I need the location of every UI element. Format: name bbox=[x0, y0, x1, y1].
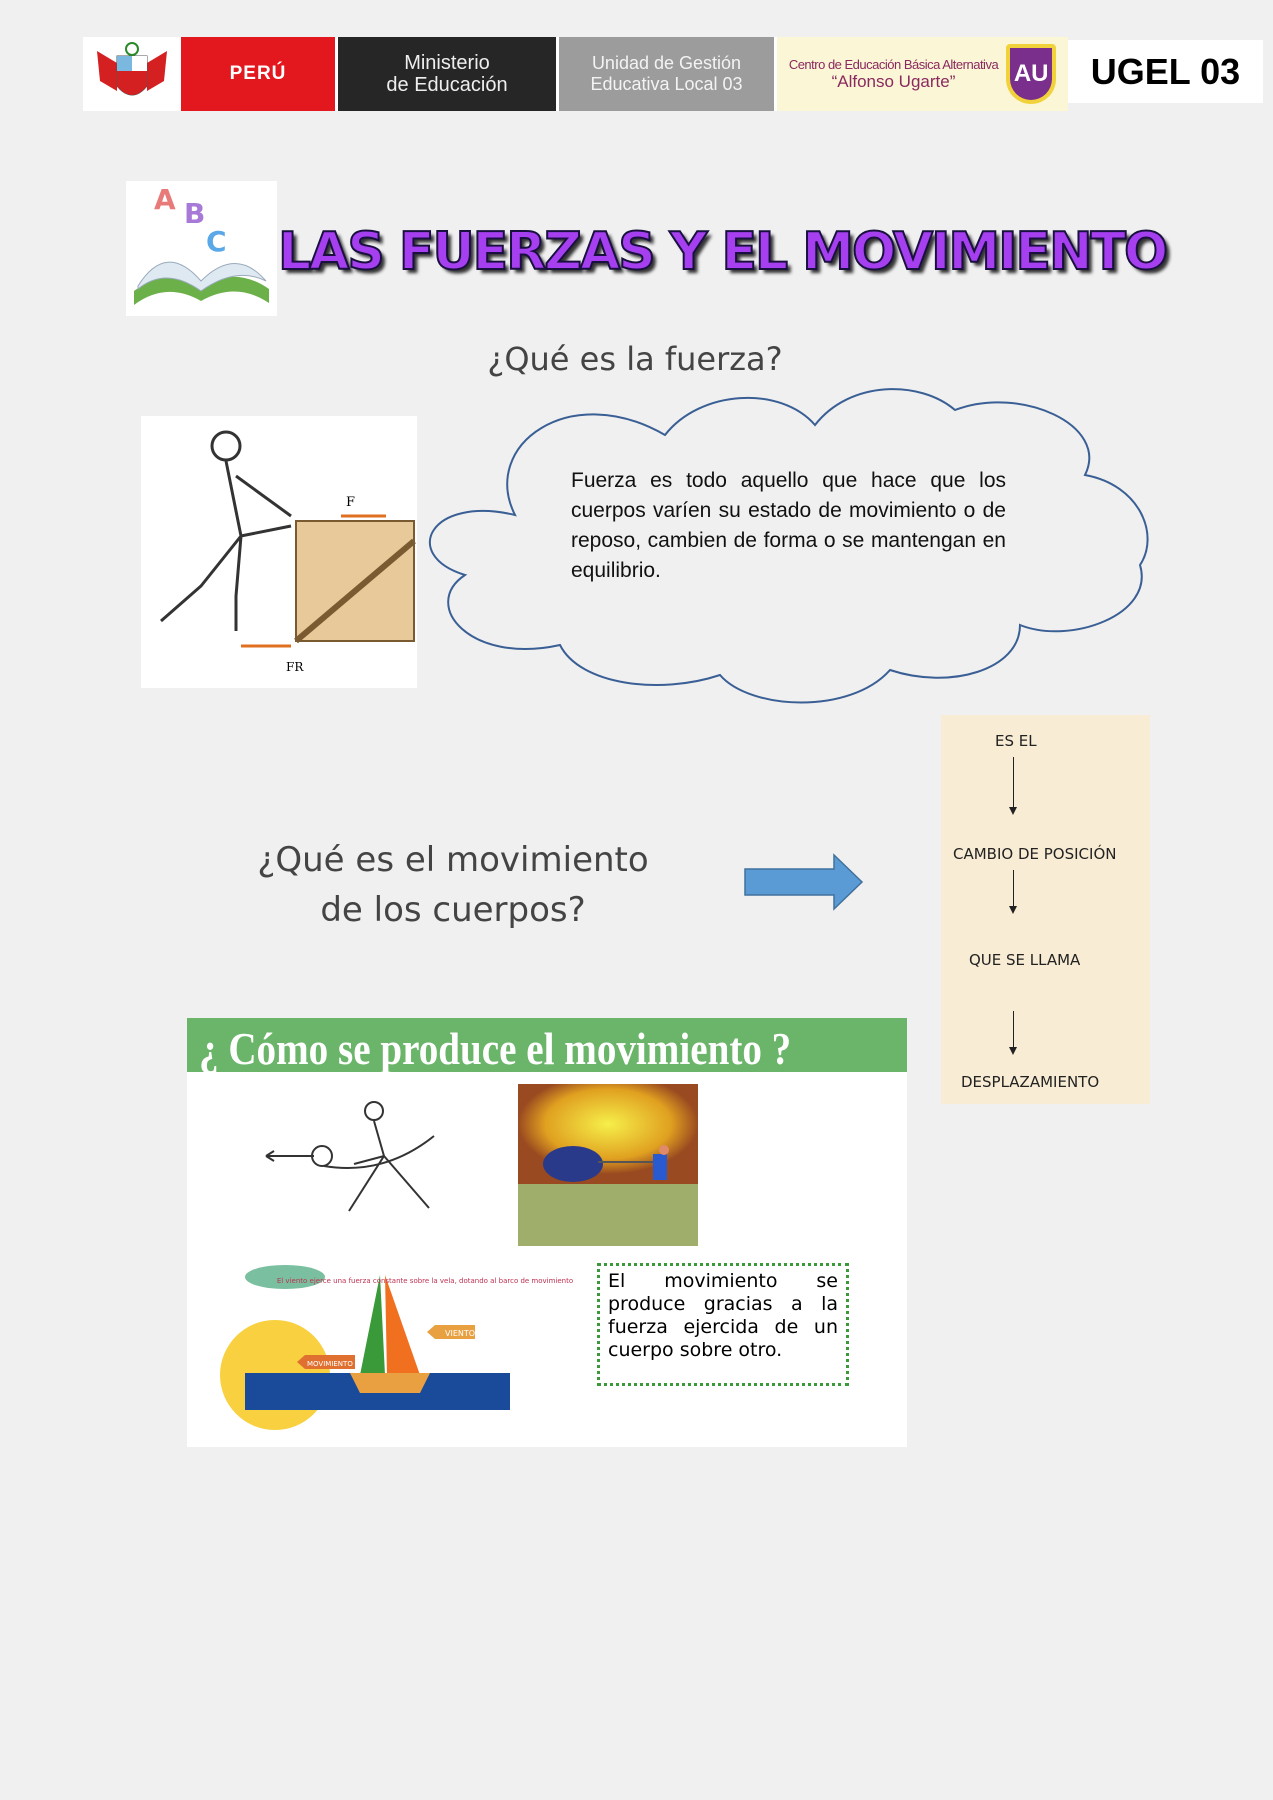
motion-concept-map bbox=[941, 715, 1150, 1104]
down-arrow-icon bbox=[1013, 870, 1014, 912]
right-arrow-icon bbox=[744, 853, 864, 911]
section-heading: ¿ Cómo se produce el movimiento ? bbox=[199, 1023, 792, 1074]
wind-label: VIENTO bbox=[445, 1329, 476, 1338]
question-motion-line2: de los cuerpos? bbox=[320, 890, 586, 930]
svg-text:C: C bbox=[206, 225, 227, 258]
flow-step: DESPLAZAMIENTO bbox=[961, 1073, 1100, 1091]
ceba-line2: “Alfonso Ugarte” bbox=[831, 71, 956, 91]
ugel-code: UGEL 03 bbox=[1068, 40, 1263, 103]
peru-coat-of-arms-logo bbox=[83, 37, 181, 111]
peru-label: PERÚ bbox=[181, 37, 335, 111]
flow-step: QUE SE LLAMA bbox=[969, 951, 1081, 969]
motion-label: MOVIMIENTO bbox=[307, 1360, 353, 1368]
ugel-line2: Educativa Local 03 bbox=[590, 74, 743, 94]
down-arrow-icon bbox=[1013, 1011, 1014, 1053]
school-shield-logo: AU bbox=[1006, 44, 1056, 104]
man-pulling-donkey-image bbox=[518, 1084, 698, 1246]
sailboat-caption: El viento ejerce una fuerza constante sobre la vela, dotando al barco de movimiento bbox=[276, 1277, 574, 1285]
section-heading-bar bbox=[187, 1018, 907, 1072]
flow-step: CAMBIO DE POSICIÓN bbox=[953, 845, 1117, 863]
how-motion-is-produced-panel bbox=[187, 1018, 907, 1447]
question-force: ¿Qué es la fuerza? bbox=[487, 340, 783, 378]
down-arrow-icon bbox=[1013, 757, 1014, 813]
ministry-line1: Ministerio bbox=[404, 52, 490, 74]
force-label: F bbox=[346, 495, 356, 510]
question-motion bbox=[257, 835, 648, 935]
ugel-line1: Unidad de Gestión bbox=[591, 53, 742, 73]
ceba-label bbox=[777, 37, 1068, 111]
question-motion-line1: ¿Qué es el movimiento bbox=[257, 840, 649, 880]
institution-banner bbox=[83, 37, 1068, 111]
force-definition: Fuerza es todo aquello que hace que los cuerpos varíen su estado de movimiento o de reposo, cambien de forma o se mantengan en equilibrio. bbox=[571, 469, 1006, 582]
page-title: LAS FUERZAS Y EL MOVIMIENTO bbox=[278, 222, 1167, 282]
flow-step: ES EL bbox=[995, 732, 1037, 750]
girl-hitting-ball-image bbox=[264, 1096, 482, 1223]
ugel-label bbox=[559, 37, 774, 111]
ministry-line2: de Educación bbox=[386, 74, 508, 96]
motion-answer-box: El movimiento se produce gracias a la fuerza ejercida de un cuerpo sobre otro. bbox=[597, 1263, 849, 1386]
ceba-line1: Centro de Educación Básica Alternativa bbox=[788, 56, 999, 72]
person-pushing-box-image bbox=[141, 416, 417, 688]
svg-text:A: A bbox=[154, 183, 176, 216]
sailboat-wind-image bbox=[245, 1255, 574, 1410]
friction-label: FR bbox=[286, 660, 304, 674]
abc-book-image bbox=[126, 181, 277, 316]
ministry-label bbox=[338, 37, 556, 111]
svg-text:B: B bbox=[184, 197, 206, 230]
